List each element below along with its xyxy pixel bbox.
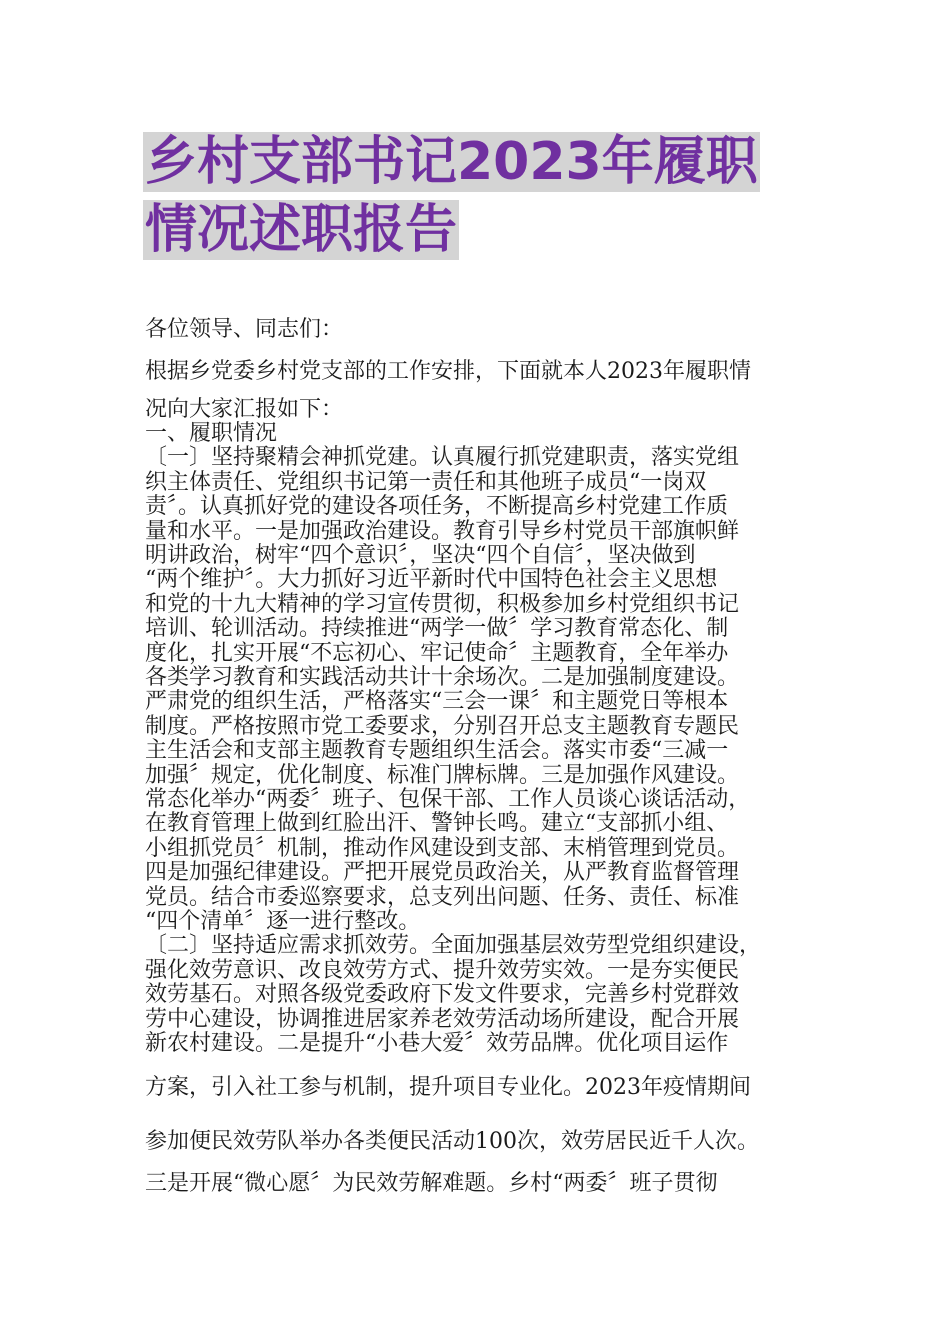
paragraph-line: 〔一〕坚持聚精会神抓党建。认真履行抓党建职责，落实党组 <box>145 445 740 471</box>
paragraph-line: 加强〞规定，优化制度、标准门牌标牌。三是加强作风建设。 <box>145 762 740 788</box>
paragraph-line: 和党的十九大精神的学习宣传贯彻，积极参加乡村党组织书记 <box>145 591 740 617</box>
paragraph-line: 强化效劳意识、改良效劳方式、提升效劳实效。一是夯实便民 <box>145 957 740 983</box>
intro-line: 根据乡党委乡村党支部的工作安排，下面就本人2023年履职情 <box>145 359 751 384</box>
paragraph-line: “两个维护〞。大力抓好习近平新时代中国特色社会主义思想 <box>145 567 718 593</box>
paragraph-line: 量和水平。一是加强政治建设。教育引导乡村党员干部旗帜鲜 <box>145 518 740 544</box>
paragraph-line: “四个清单〞逐一进行整改。 <box>145 909 421 934</box>
intro-line: 况向大家汇报如下： <box>145 397 344 422</box>
paragraph-line: 效劳基石。对照各级党委政府下发文件要求，完善乡村党群效 <box>145 982 740 1008</box>
paragraph-line: 制度。严格按照市党工委要求，分别召开总支主题教育专题民 <box>145 713 740 739</box>
paragraph-line: 在教育管理上做到红脸出汗、警钟长鸣。建立“支部抓小组、 <box>145 811 729 837</box>
paragraph-line: 常态化举办“两委〞班子、包保干部、工作人员谈心谈话活动， <box>145 787 751 812</box>
paragraph-line: 三是开展“微心愿〞为民效劳解难题。乡村“两委〞班子贯彻 <box>145 1171 718 1196</box>
paragraph-line: 四是加强纪律建设。严把开展党员政治关，从严教育监督管理 <box>145 860 740 886</box>
paragraph-line: 劳中心建设，协调推进居家养老效劳活动场所建设，配合开展 <box>145 1006 740 1032</box>
greeting: 各位领导、同志们： <box>145 317 344 342</box>
paragraph-line: 明讲政治，树牢“四个意识〞，坚决“四个自信〞，坚决做到 <box>145 543 696 568</box>
paragraph-line: 严肃党的组织生活，严格落实“三会一课〞和主题党日等根本 <box>145 689 729 715</box>
paragraph-line: 党员。结合市委巡察要求，总支列出问题、任务、责任、标准 <box>145 884 740 910</box>
paragraph-line: 主生活会和支部主题教育专题组织生活会。落实市委“三减一 <box>145 738 729 764</box>
paragraph-line: 培训、轮训活动。持续推进“两学一做〞学习教育常态化、制 <box>145 616 729 642</box>
paragraph-line: 〔二〕坚持适应需求抓效劳。全面加强基层效劳型党组织建设， <box>145 933 762 959</box>
paragraph-line: 织主体责任、党组织书记第一责任和其他班子成员“一岗双 <box>145 469 707 495</box>
paragraph-line: 小组抓党员〞机制，推动作风建设到支部、末梢管理到党员。 <box>145 835 740 861</box>
title-line-2: 情况述职报告 <box>145 200 458 260</box>
paragraph-line: 各类学习教育和实践活动共计十余场次。二是加强制度建设。 <box>145 665 740 690</box>
paragraph-line: 度化，扎实开展“不忘初心、牢记使命〞主题教育，全年举办 <box>145 640 729 666</box>
paragraph-line: 参加便民效劳队举办各类便民活动100次，效劳居民近千人次。 <box>145 1129 759 1154</box>
paragraph-line: 责〞。认真抓好党的建设各项任务，不断提高乡村党建工作质 <box>145 494 729 520</box>
paragraph-line: 方案，引入社工参与机制，提升项目专业化。2023年疫情期间 <box>145 1075 751 1100</box>
title-line-1: 乡村支部书记2023年履职 <box>145 132 758 192</box>
paragraph-line: 新农村建设。二是提升“小巷大爱〞效劳品牌。优化项目运作 <box>145 1031 729 1056</box>
document-title <box>143 128 823 264</box>
section-heading: 一、履职情况 <box>145 421 278 446</box>
